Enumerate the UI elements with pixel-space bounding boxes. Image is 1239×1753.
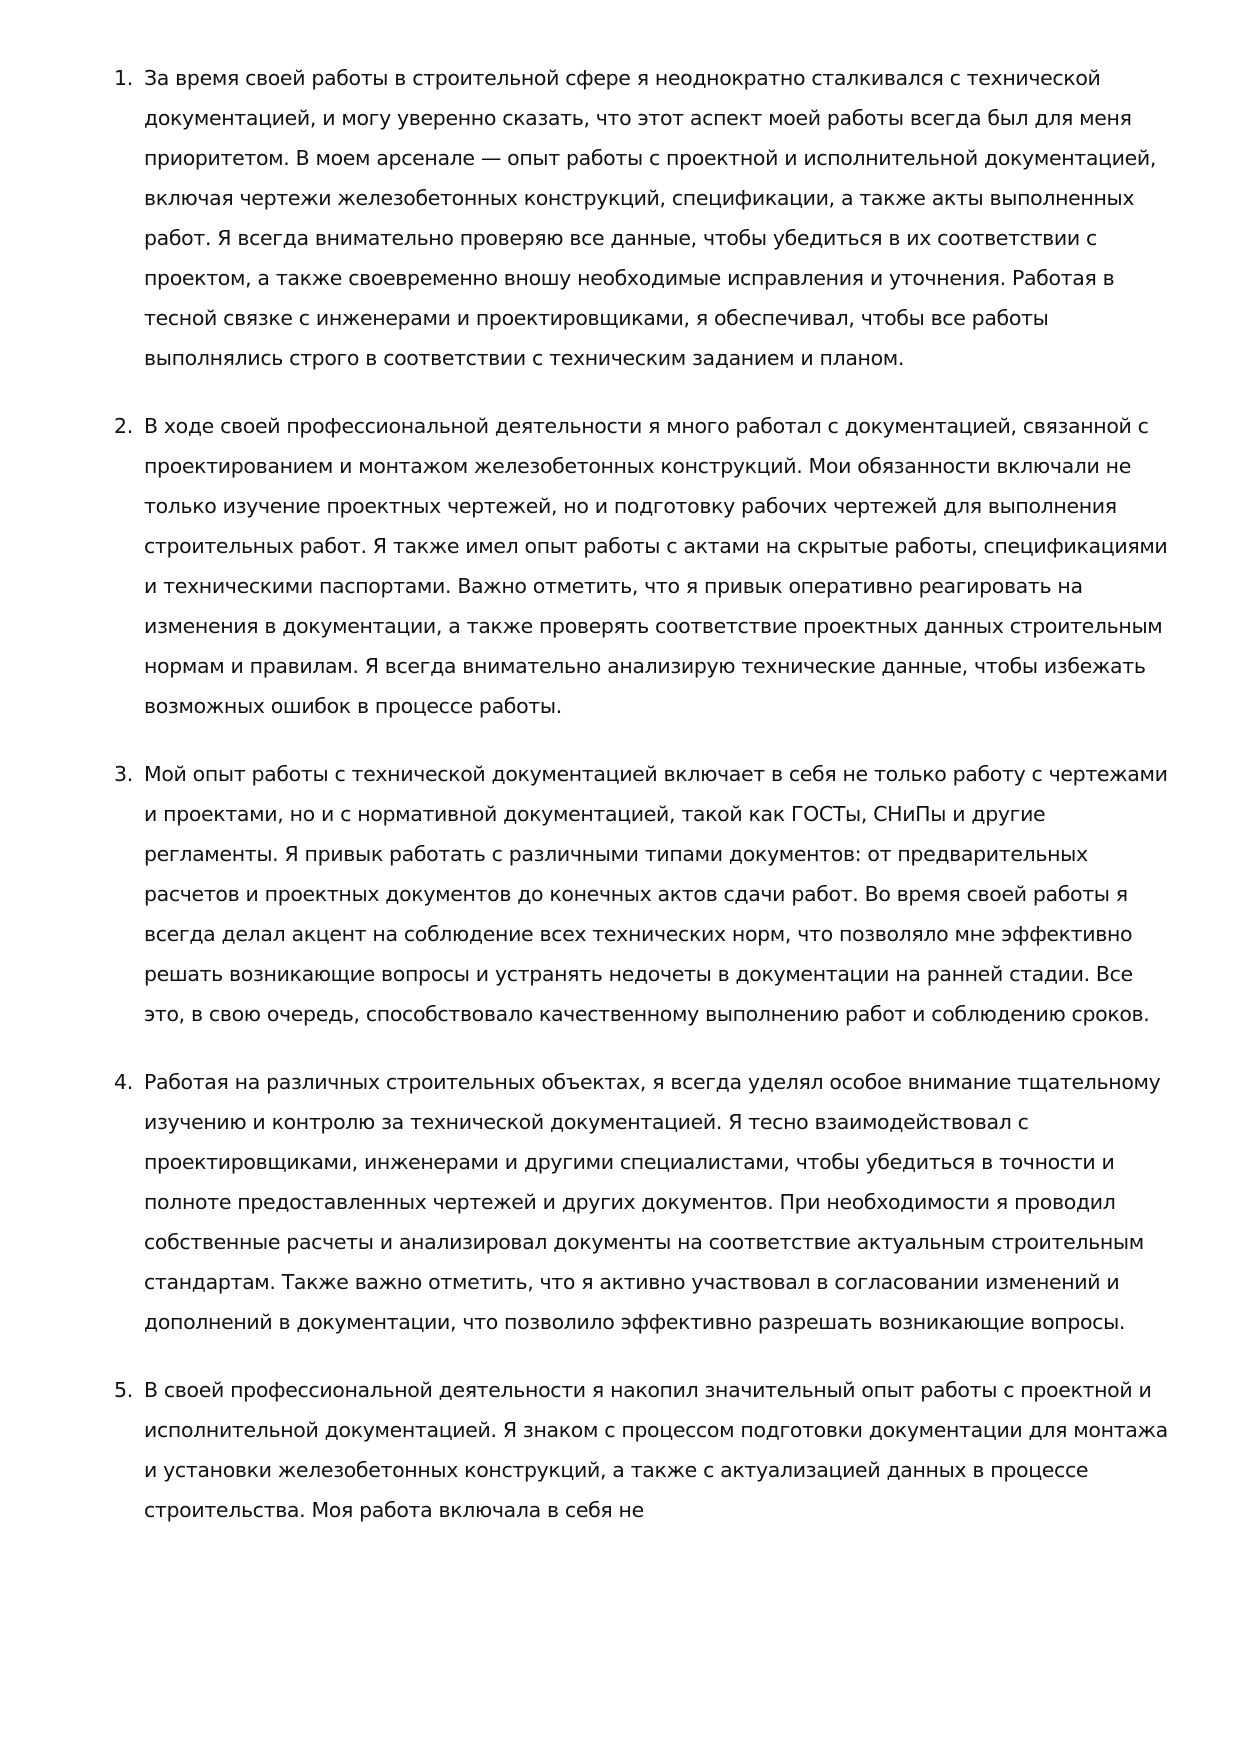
list-item: [114, 754, 1168, 1034]
list-item-number: 2.: [114, 414, 133, 438]
list-item-text: В своей профессиональной деятельности я накопил значительный опыт работы с проектной и исполнительной документацией. Я знаком с процессом подготовки документации для монтажа и установки железобетонных конструкций, а также с актуализацией данных в процессе строительства. Моя работа включала в себя не: [144, 1378, 1168, 1522]
list-item-number: 5.: [114, 1378, 133, 1402]
list-item: [114, 1062, 1168, 1342]
list-item-text: Работая на различных строительных объектах, я всегда уделял особое внимание тщательному изучению и контролю за технической документацией. Я тесно взаимодействовал с проектировщиками, инженерами и другими специалистами, чтобы убедиться в точности и полноте предоставленных чертежей и других документов. При необходимости я проводил собственные расчеты и анализировал документы на соответствие актуальным строительным стандартам. Также важно отметить, что я активно участвовал в согласовании изменений и дополнений в документации, что позволило эффективно разрешать возникающие вопросы.: [144, 1070, 1161, 1334]
list-item-number: 4.: [114, 1070, 133, 1094]
list-item-text: В ходе своей профессиональной деятельности я много работал с документацией, связанной с проектированием и монтажом железобетонных конструкций. Мои обязанности включали не только изучение проектных чертежей, но и подготовку рабочих чертежей для выполнения строительных работ. Я также имел опыт работы с актами на скрытые работы, спецификациями и техническими паспортами. Важно отметить, что я привык оперативно реагировать на изменения в документации, а также проверять соответствие проектных данных строительным нормам и правилам. Я всегда внимательно анализирую технические данные, чтобы избежать возможных ошибок в процессе работы.: [144, 414, 1168, 718]
list-item-number: 3.: [114, 762, 133, 786]
list-item: [114, 406, 1168, 726]
list-item-text: Мой опыт работы с технической документацией включает в себя не только работу с чертежами и проектами, но и с нормативной документацией, такой как ГОСТы, СНиПы и другие регламенты. Я привык работать с различными типами документов: от предварительных расчетов и проектных документов до конечных актов сдачи работ. Во время своей работы я всегда делал акцент на соблюдение всех технических норм, что позволяло мне эффективно решать возникающие вопросы и устранять недочеты в документации на ранней стадии. Все это, в свою очередь, способствовало качественному выполнению работ и соблюдению сроков.: [144, 762, 1168, 1026]
numbered-list: [114, 58, 1168, 1558]
list-item: [114, 1370, 1168, 1530]
list-item-number: 1.: [114, 66, 133, 90]
list-item: [114, 58, 1168, 378]
list-item-text: За время своей работы в строительной сфере я неоднократно сталкивался с технической документацией, и могу уверенно сказать, что этот аспект моей работы всегда был для меня приоритетом. В моем арсенале — опыт работы с проектной и исполнительной документацией, включая чертежи железобетонных конструкций, спецификации, а также акты выполненных работ. Я всегда внимательно проверяю все данные, чтобы убедиться в их соответствии с проектом, а также своевременно вношу необходимые исправления и уточнения. Работая в тесной связке с инженерами и проектировщиками, я обеспечивал, чтобы все работы выполнялись строго в соответствии с техническим заданием и планом.: [144, 66, 1157, 370]
